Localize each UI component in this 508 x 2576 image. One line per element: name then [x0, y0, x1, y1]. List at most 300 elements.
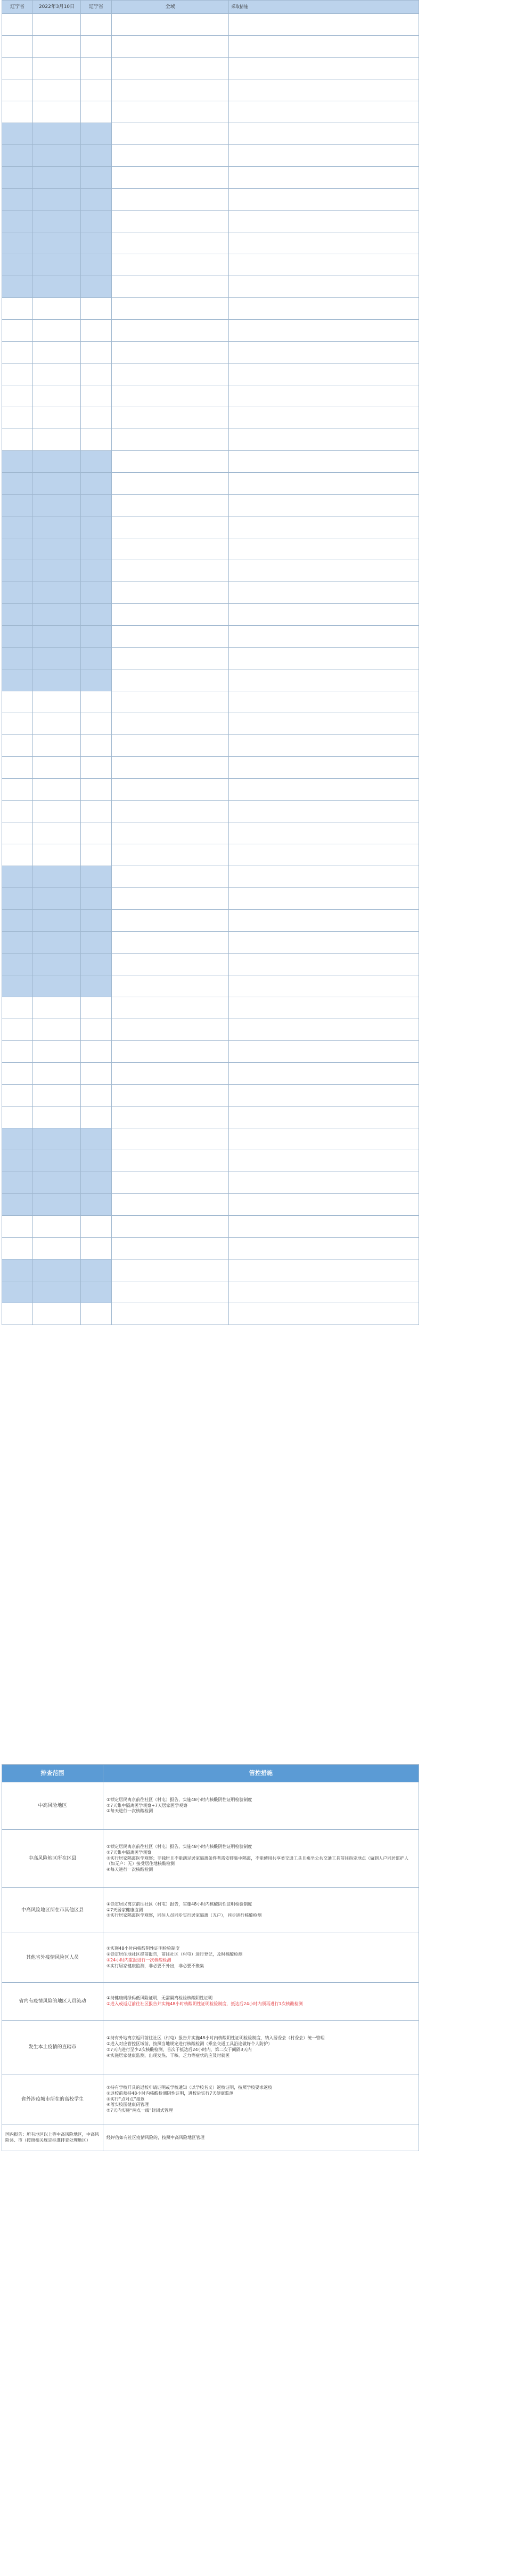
measures-cell — [229, 473, 419, 495]
city-cell — [81, 779, 112, 801]
district-cell — [112, 713, 229, 735]
measures-cell — [229, 669, 419, 691]
measure-line: ④实行居家健康监测，非必要不外出，非必要不聚集 — [106, 1963, 204, 1968]
province-cell — [2, 495, 33, 516]
measures-cell — [229, 232, 419, 254]
province-cell — [2, 123, 33, 145]
measures-cell — [229, 801, 419, 822]
city-cell — [81, 145, 112, 167]
measure-text — [103, 1983, 419, 2021]
district-cell — [112, 232, 229, 254]
date-cell — [33, 342, 81, 364]
measures-cell — [229, 975, 419, 997]
city-cell — [81, 626, 112, 648]
province-cell — [2, 932, 33, 954]
province-cell — [2, 1107, 33, 1128]
table-row — [2, 254, 419, 276]
measures-cell — [229, 189, 419, 211]
district-cell — [112, 1303, 229, 1325]
date-cell — [33, 866, 81, 888]
scope-label: 中高风险地区所在市其他区县 — [2, 1888, 103, 1933]
city-cell — [81, 538, 112, 560]
province-cell — [2, 582, 33, 604]
table-row — [2, 320, 419, 342]
city-cell — [81, 58, 112, 79]
measures-cell — [229, 1238, 419, 1259]
city-cell — [81, 123, 112, 145]
district-cell — [112, 538, 229, 560]
measure-text — [103, 1888, 419, 1933]
province-cell — [2, 145, 33, 167]
city-cell — [81, 713, 112, 735]
city-cell — [81, 79, 112, 101]
date-cell — [33, 1303, 81, 1325]
measures-cell — [229, 320, 419, 342]
scope-label: 省外涉疫城市所在的高校学生 — [2, 2074, 103, 2125]
measure-row — [2, 2074, 419, 2125]
province-cell — [2, 101, 33, 123]
district-cell — [112, 320, 229, 342]
table-row — [2, 1085, 419, 1107]
province-cell — [2, 58, 33, 79]
province-cell — [2, 1303, 33, 1325]
measures-cell — [229, 1194, 419, 1216]
district-cell — [112, 407, 229, 429]
table-row — [2, 1238, 419, 1259]
table-row — [2, 276, 419, 298]
city-cell — [81, 1107, 112, 1128]
table-row — [2, 516, 419, 538]
measures-cell — [229, 997, 419, 1019]
measures-cell — [229, 145, 419, 167]
province-cell — [2, 691, 33, 713]
scope-label: 其他省外疫情风险区人员 — [2, 1933, 103, 1983]
table-row — [2, 14, 419, 36]
table-row — [2, 101, 419, 123]
measure-text — [103, 2021, 419, 2074]
measures-cell — [229, 1150, 419, 1172]
province-cell — [2, 866, 33, 888]
measures-cell — [229, 560, 419, 582]
date-cell — [33, 167, 81, 189]
province-cell — [2, 954, 33, 975]
measures-cell — [229, 538, 419, 560]
table-row — [2, 669, 419, 691]
province-cell — [2, 538, 33, 560]
measures-cell — [229, 211, 419, 232]
province-cell — [2, 1041, 33, 1063]
district-cell — [112, 145, 229, 167]
measure-line: ②进入或返辽前往社区报告并实施48小时核酸阴性证明检验制度，抵达后24小时内须再进行1次核酸检测 — [106, 2001, 303, 2006]
date-cell — [33, 495, 81, 516]
district-cell — [112, 1063, 229, 1085]
measures-cell — [229, 276, 419, 298]
province-cell — [2, 189, 33, 211]
province-cell — [2, 276, 33, 298]
measures-cell — [229, 1107, 419, 1128]
measures-cell — [229, 1085, 419, 1107]
city-cell — [81, 167, 112, 189]
measures-cell — [229, 495, 419, 516]
district-cell — [112, 954, 229, 975]
district-cell — [112, 211, 229, 232]
district-cell — [112, 495, 229, 516]
date-cell — [33, 626, 81, 648]
date-cell — [33, 932, 81, 954]
table-row — [2, 1150, 419, 1172]
district-cell — [112, 735, 229, 757]
city-cell — [81, 1063, 112, 1085]
province-cell — [2, 1019, 33, 1041]
district-cell — [112, 888, 229, 910]
measure-line: ①锁定居民离京前往社区（村屯）报告，实施48小时内核酸阴性证明检验制度 — [106, 1901, 252, 1907]
measure-text — [103, 1782, 419, 1830]
scope-label: 发生本土疫情的直辖市 — [2, 2021, 103, 2074]
province-cell — [2, 79, 33, 101]
measure-line: ④实施居家健康监测，出现发热、干咳、乏力等症状的应及时就医 — [106, 2053, 230, 2058]
table-row — [2, 757, 419, 779]
measures-cell — [229, 516, 419, 538]
date-cell — [33, 1259, 81, 1281]
city-cell — [81, 1128, 112, 1150]
district-cell — [112, 36, 229, 58]
district-cell — [112, 451, 229, 473]
city-cell — [81, 14, 112, 36]
date-cell — [33, 1063, 81, 1085]
table-row — [2, 385, 419, 407]
district-cell — [112, 1172, 229, 1194]
measures-cell — [229, 1281, 419, 1303]
province-cell — [2, 757, 33, 779]
province-cell — [2, 473, 33, 495]
province-cell — [2, 342, 33, 364]
province-cell — [2, 36, 33, 58]
table-row — [2, 342, 419, 364]
city-cell — [81, 1281, 112, 1303]
province-cell — [2, 1194, 33, 1216]
table-row — [2, 975, 419, 997]
city-cell — [81, 495, 112, 516]
measures-cell — [229, 626, 419, 648]
measure-text — [103, 2074, 419, 2125]
date-cell — [33, 582, 81, 604]
table-row — [2, 1281, 419, 1303]
measure-line: ①实施48小时内核酸阴性证明检验制度 — [106, 1946, 180, 1951]
province-cell — [2, 975, 33, 997]
date-cell — [33, 844, 81, 866]
measure-line: ②7天居家健康监测 — [106, 1907, 143, 1912]
header-cell: 辽宁省 — [81, 1, 112, 14]
province-cell — [2, 669, 33, 691]
city-cell — [81, 757, 112, 779]
district-cell — [112, 167, 229, 189]
measures-cell — [229, 1259, 419, 1281]
date-cell — [33, 604, 81, 626]
measure-row — [2, 1888, 419, 1933]
table-row — [2, 1172, 419, 1194]
district-cell — [112, 1107, 229, 1128]
measure-line: ①锁定居民离京前往社区（村屯）报告，实施48小时内核酸阴性证明检验制度 — [106, 1797, 252, 1802]
district-cell — [112, 429, 229, 451]
date-cell — [33, 1019, 81, 1041]
city-cell — [81, 1238, 112, 1259]
measure-line: ③实行“点对点”接返 — [106, 2096, 145, 2102]
city-cell — [81, 866, 112, 888]
measure-row — [2, 1933, 419, 1983]
date-cell — [33, 691, 81, 713]
date-cell — [33, 385, 81, 407]
province-cell — [2, 1238, 33, 1259]
city-cell — [81, 844, 112, 866]
measures-cell — [229, 691, 419, 713]
measure-line: ②返校前须持48小时内核酸检测阴性证明，进校后实行7天健康监测 — [106, 2090, 234, 2096]
city-cell — [81, 604, 112, 626]
district-cell — [112, 516, 229, 538]
date-cell — [33, 1281, 81, 1303]
city-cell — [81, 407, 112, 429]
date-cell — [33, 320, 81, 342]
table-row — [2, 866, 419, 888]
measures-cell — [229, 298, 419, 320]
scope-label: 中高风险地区 — [2, 1782, 103, 1830]
table-row — [2, 36, 419, 58]
measures-cell — [229, 954, 419, 975]
table-row — [2, 1128, 419, 1150]
date-cell — [33, 779, 81, 801]
measures-cell — [229, 1063, 419, 1085]
table-row — [2, 691, 419, 713]
province-cell — [2, 14, 33, 36]
district-cell — [112, 473, 229, 495]
province-cell — [2, 385, 33, 407]
district-cell — [112, 364, 229, 385]
city-cell — [81, 320, 112, 342]
district-cell — [112, 1194, 229, 1216]
measures-cell — [229, 1019, 419, 1041]
measure-row — [2, 2125, 419, 2151]
measures-cell — [229, 604, 419, 626]
date-cell — [33, 1150, 81, 1172]
district-cell — [112, 582, 229, 604]
measure-line: ②锁定居住地社区提前报告，前往社区（村屯）进行登记，及时核酸检测 — [106, 1952, 243, 1957]
date-cell — [33, 189, 81, 211]
district-cell — [112, 79, 229, 101]
province-cell — [2, 254, 33, 276]
measure-line: ④落实校园健康码管理 — [106, 2102, 149, 2107]
city-cell — [81, 36, 112, 58]
province-cell — [2, 364, 33, 385]
date-cell — [33, 145, 81, 167]
date-cell — [33, 1238, 81, 1259]
district-cell — [112, 910, 229, 932]
measures-cell — [229, 79, 419, 101]
district-cell — [112, 189, 229, 211]
district-cell — [112, 560, 229, 582]
table-row — [2, 298, 419, 320]
city-cell — [81, 473, 112, 495]
table-row — [2, 910, 419, 932]
measures-cell — [229, 451, 419, 473]
measure-row — [2, 1782, 419, 1830]
district-cell — [112, 298, 229, 320]
table-row — [2, 713, 419, 735]
table-row — [2, 648, 419, 669]
province-cell — [2, 779, 33, 801]
region-table — [2, 0, 419, 1325]
province-cell — [2, 844, 33, 866]
district-cell — [112, 1128, 229, 1150]
scope-label: 省内有疫情风险的地区人员流动 — [2, 1983, 103, 2021]
city-cell — [81, 516, 112, 538]
city-cell — [81, 801, 112, 822]
district-cell — [112, 254, 229, 276]
province-cell — [2, 167, 33, 189]
city-cell — [81, 1303, 112, 1325]
province-cell — [2, 735, 33, 757]
province-cell — [2, 1085, 33, 1107]
province-cell — [2, 626, 33, 648]
city-cell — [81, 822, 112, 844]
measure-row — [2, 2021, 419, 2074]
district-cell — [112, 276, 229, 298]
table-row — [2, 79, 419, 101]
district-cell — [112, 932, 229, 954]
table-row — [2, 888, 419, 910]
city-cell — [81, 364, 112, 385]
measure-line: ①锁定居民离京前往社区（村屯）报告，实施48小时内核酸阴性证明检验制度 — [106, 1844, 252, 1849]
table-row — [2, 145, 419, 167]
table-row — [2, 604, 419, 626]
measure-line: ①持有学校开具的返校申请证明或学校通知（以学校名义）返校证明，按照学校要求返校 — [106, 2085, 273, 2090]
province-cell — [2, 298, 33, 320]
province-cell — [2, 604, 33, 626]
province-cell — [2, 1281, 33, 1303]
measures-cell — [229, 844, 419, 866]
table-row — [2, 844, 419, 866]
table-row — [2, 495, 419, 516]
header-cell: 采取措施 — [229, 1, 419, 14]
measures-cell — [229, 582, 419, 604]
table-row — [2, 211, 419, 232]
measures-cell — [229, 757, 419, 779]
table-row — [2, 1303, 419, 1325]
city-cell — [81, 582, 112, 604]
city-cell — [81, 211, 112, 232]
measures-cell — [229, 648, 419, 669]
measure-line: ④每天进行一次核酸检测 — [106, 1867, 153, 1872]
province-cell — [2, 1172, 33, 1194]
measure-text — [103, 1830, 419, 1888]
district-cell — [112, 866, 229, 888]
measure-text — [103, 2125, 419, 2151]
date-cell — [33, 910, 81, 932]
region-table-header — [2, 1, 419, 14]
header-cell: 全域 — [112, 1, 229, 14]
province-cell — [2, 997, 33, 1019]
measures-cell — [229, 1128, 419, 1150]
date-cell — [33, 997, 81, 1019]
measures-cell — [229, 713, 419, 735]
city-cell — [81, 932, 112, 954]
date-cell — [33, 79, 81, 101]
district-cell — [112, 844, 229, 866]
province-cell — [2, 1150, 33, 1172]
province-cell — [2, 429, 33, 451]
header-cell: 辽宁省 — [2, 1, 33, 14]
city-cell — [81, 669, 112, 691]
date-cell — [33, 669, 81, 691]
district-cell — [112, 1085, 229, 1107]
date-cell — [33, 822, 81, 844]
header-cell: 2022年3月10日 — [33, 1, 81, 14]
date-cell — [33, 954, 81, 975]
table-row — [2, 735, 419, 757]
date-cell — [33, 58, 81, 79]
table-row — [2, 232, 419, 254]
city-cell — [81, 385, 112, 407]
date-cell — [33, 364, 81, 385]
region-table-sheet — [2, 0, 419, 1325]
district-cell — [112, 342, 229, 364]
measure-header: 管控措施 — [103, 1765, 419, 1782]
city-cell — [81, 735, 112, 757]
table-row — [2, 189, 419, 211]
district-cell — [112, 1259, 229, 1281]
province-cell — [2, 910, 33, 932]
province-cell — [2, 713, 33, 735]
measures-cell — [229, 254, 419, 276]
date-cell — [33, 516, 81, 538]
district-cell — [112, 1019, 229, 1041]
table-row — [2, 997, 419, 1019]
date-cell — [33, 648, 81, 669]
province-cell — [2, 211, 33, 232]
city-cell — [81, 1172, 112, 1194]
district-cell — [112, 822, 229, 844]
measures-cell — [229, 123, 419, 145]
province-cell — [2, 1216, 33, 1238]
province-cell — [2, 1063, 33, 1085]
district-cell — [112, 1041, 229, 1063]
control-measures-table — [2, 1764, 419, 2151]
measure-line: ③7天内进行至少2次核酸检测，首次于抵达后24小时内，第二次于间隔3天内 — [106, 2047, 252, 2052]
table-row — [2, 582, 419, 604]
date-cell — [33, 1041, 81, 1063]
measure-line: ②7天集中隔离医学观察+7天居家医学观察 — [106, 1803, 188, 1808]
date-cell — [33, 975, 81, 997]
date-cell — [33, 407, 81, 429]
city-cell — [81, 101, 112, 123]
province-cell — [2, 560, 33, 582]
measures-cell — [229, 910, 419, 932]
date-cell — [33, 451, 81, 473]
measure-line: ⑤7天内实施“两点一线”封闭式管理 — [106, 2108, 173, 2113]
measure-line: ③每天进行一次核酸检测 — [106, 1808, 153, 1814]
province-cell — [2, 451, 33, 473]
district-cell — [112, 385, 229, 407]
city-cell — [81, 276, 112, 298]
city-cell — [81, 189, 112, 211]
table-row — [2, 1041, 419, 1063]
city-cell — [81, 254, 112, 276]
date-cell — [33, 735, 81, 757]
district-cell — [112, 997, 229, 1019]
date-cell — [33, 36, 81, 58]
date-cell — [33, 254, 81, 276]
measures-cell — [229, 735, 419, 757]
district-cell — [112, 1150, 229, 1172]
measure-line: ③24小时内重报进行一次核酸检测 — [106, 1958, 171, 1963]
